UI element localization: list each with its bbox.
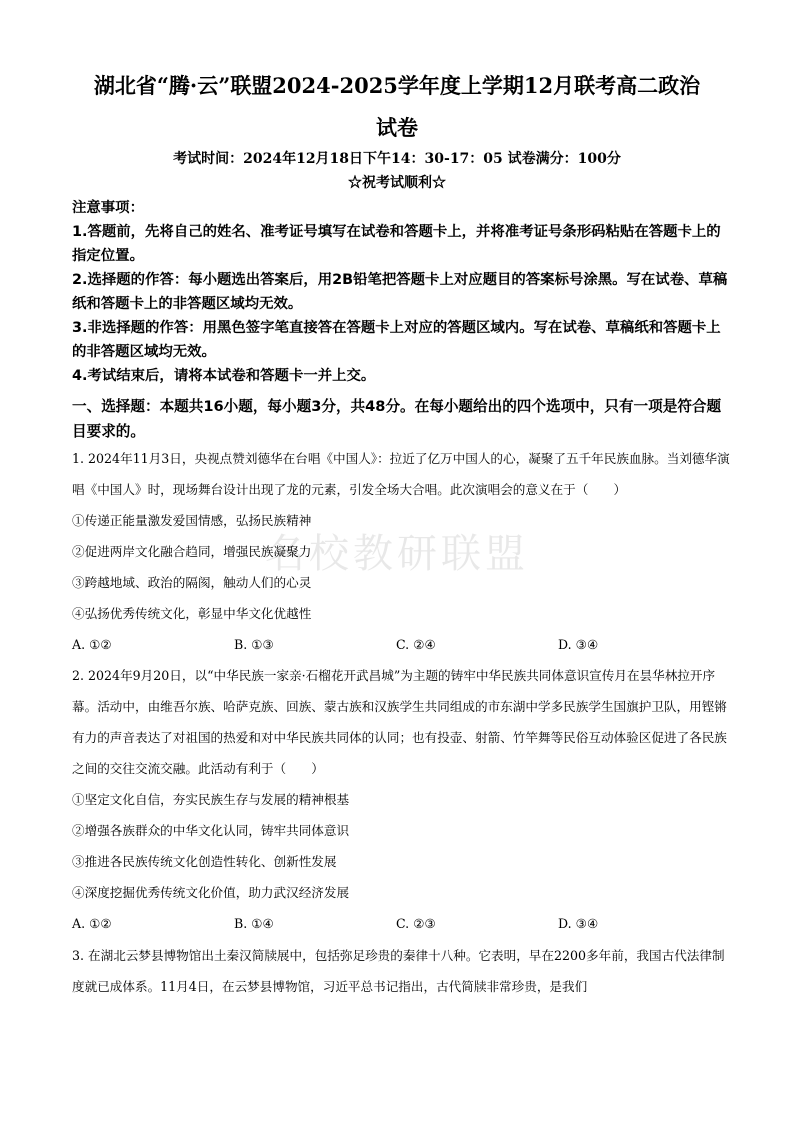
option-c: C. ②③ bbox=[396, 916, 436, 931]
question-3 bbox=[72, 940, 732, 1002]
option-b: B. ①④ bbox=[234, 916, 274, 931]
statement: ①坚定文化自信，夯实民族生存与发展的精神根基 bbox=[72, 792, 350, 807]
note-item: 3.非选择题的作答：用黑色签字笔直接答在答题卡上对应的答题区域内。写在试卷、草稿纸和答题卡上的非答题区域均无效。 bbox=[72, 320, 721, 360]
watermark: 名校教研联盟 bbox=[265, 531, 529, 577]
notes-heading: 注意事项： bbox=[72, 200, 144, 216]
note-item: 4.考试结束后，请将本试卷和答题卡一并上交。 bbox=[72, 368, 376, 384]
statement: ④弘扬优秀传统文化，彰显中华文化优越性 bbox=[72, 606, 312, 621]
section1-heading: 一、选择题：本题共16小题，每小题3分，共48分。在每小题给出的四个选项中，只有一项是符合题目要求的。 bbox=[72, 398, 722, 440]
statement: ④深度挖掘优秀传统文化价值，助力武汉经济发展 bbox=[72, 885, 350, 900]
exam-wish: ☆祝考试顺利☆ bbox=[348, 175, 446, 191]
question-stem: 2. 2024年9月20日，以“中华民族一家亲·石榴花开武昌城”为主题的铸牢中华民族共同体意识宣传月在昙华林拉开序幕。活动中，由维吾尔族、哈萨克族、回族、蒙古族和汉族学生共同组成的市东湖中学多民族学生国旗护卫队，用铿锵有力的声音表达了对祖国的热爱和对中华民族共同体的认同；也有投壶、射箭、竹竿舞等民俗互动体验区促进了各民族之间的交往交流交融。此活动有利于（ ） bbox=[72, 668, 727, 776]
question-stem: 3. 在湖北云梦县博物馆出土秦汉简牍展中，包括弥足珍贵的秦律十八种。它表明，早在2200多年前，我国古代法律制度就已成体系。11月4日，在云梦县博物馆，习近平总书记指出，古代简牍非常珍贵，是我们 bbox=[72, 948, 725, 994]
exam-title-line1: 湖北省“腾·云”联盟2024-2025学年度上学期12月联考高二政治 bbox=[93, 73, 701, 98]
option-c: C. ②④ bbox=[396, 637, 436, 652]
note-item: 2.选择题的作答：每小题选出答案后，用2B铅笔把答题卡上对应题目的答案标号涂黑。写在试卷、草稿纸和答题卡上的非答题区域均无效。 bbox=[72, 272, 728, 312]
question-1 bbox=[72, 443, 732, 660]
answer-options bbox=[72, 908, 732, 939]
exam-time-info: 考试时间：2024年12月18日下午14：30-17：05 试卷满分：100分 bbox=[173, 151, 621, 167]
option-a: A. ①② bbox=[72, 916, 112, 931]
option-b: B. ①③ bbox=[234, 637, 274, 652]
answer-options bbox=[72, 629, 732, 660]
statement: ①传递正能量激发爱国情感，弘扬民族精神 bbox=[72, 513, 312, 528]
statement: ③推进各民族传统文化创造性转化、创新性发展 bbox=[72, 854, 337, 869]
note-item: 1.答题前，先将自己的姓名、准考证号填写在试卷和答题卡上，并将准考证号条形码粘贴在答题卡上的指定位置。 bbox=[72, 224, 721, 264]
option-d: D. ③④ bbox=[558, 916, 599, 931]
statement: ③跨越地域、政治的隔阂，触动人们的心灵 bbox=[72, 575, 312, 590]
statement: ②增强各族群众的中华文化认同，铸牢共同体意识 bbox=[72, 823, 350, 838]
exam-title-line2: 试卷 bbox=[376, 115, 418, 140]
question-2 bbox=[72, 660, 732, 939]
question-stem: 1. 2024年11月3日，央视点赞刘德华在台唱《中国人》：拉近了亿万中国人的心，凝聚了五千年民族血脉。当刘德华演唱《中国人》时，现场舞台设计出现了龙的元素，引发全场大合唱。此次演唱会的意义在于（ ） bbox=[72, 451, 730, 497]
statement: ②促进两岸文化融合趋同，增强民族凝聚力 bbox=[72, 544, 312, 559]
option-d: D. ③④ bbox=[558, 637, 599, 652]
notes-section bbox=[72, 196, 732, 388]
option-a: A. ①② bbox=[72, 637, 112, 652]
